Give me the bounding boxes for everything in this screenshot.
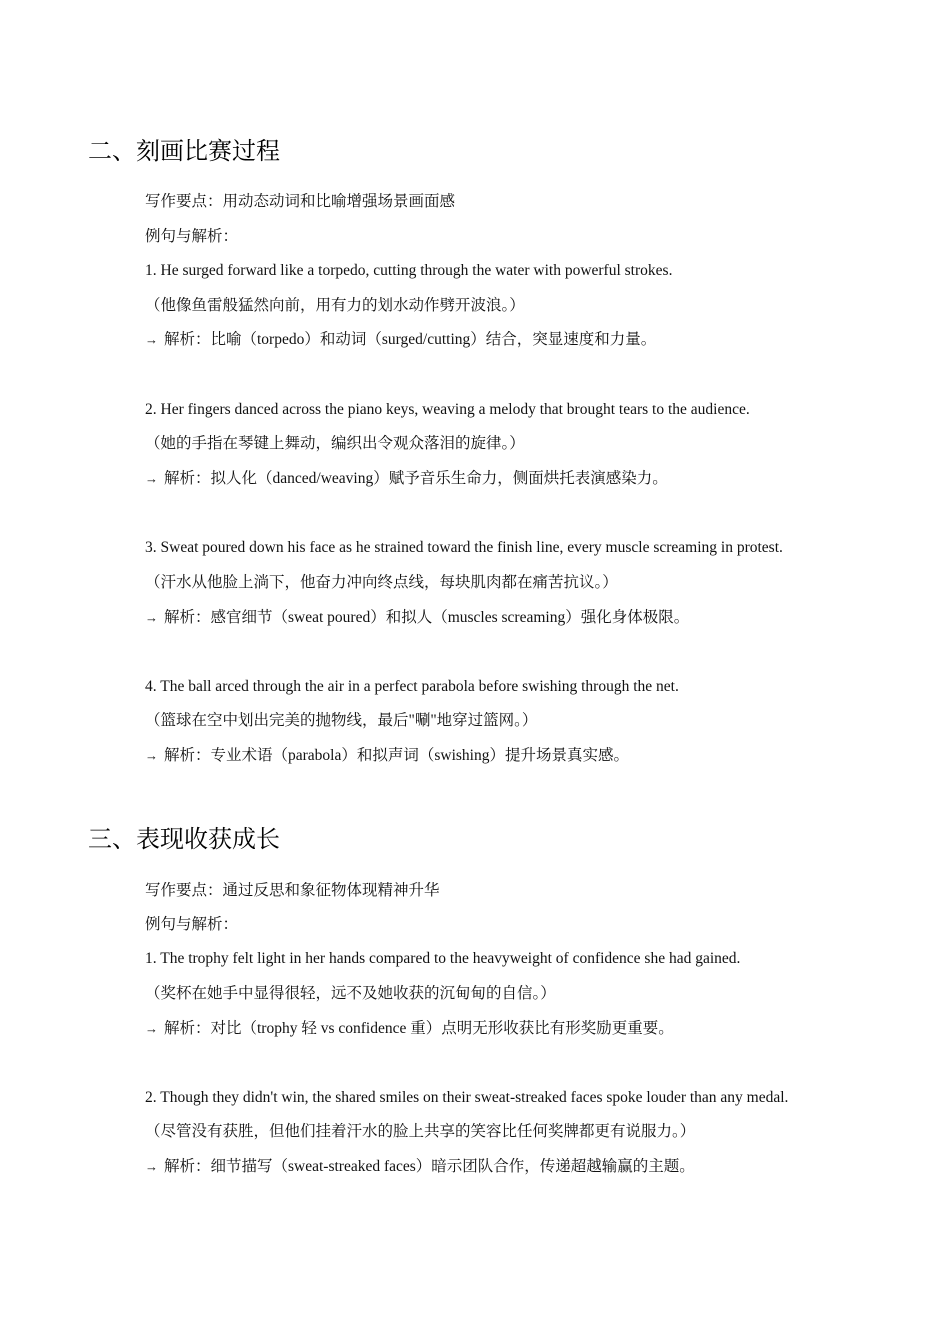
writing-tip: 写作要点：用动态动词和比喻增强场景画面感: [145, 193, 456, 210]
example-en: 4. The ball arced through the air in a perfect parabola before swishing through the net.: [145, 678, 679, 695]
analysis-text: 解析：感官细节（sweat poured）和拟人（muscles screaming）强化身体极限。: [164, 609, 690, 626]
arrow-icon: →: [145, 748, 158, 763]
example-en: 1. The trophy felt light in her hands compared to the heavyweight of confidence she had gained.: [145, 950, 741, 967]
example-analysis: [145, 1157, 695, 1177]
section-title-growth: 三、表现收获成长: [88, 825, 280, 853]
example-analysis: [145, 746, 629, 766]
example-analysis: [145, 608, 689, 628]
analysis-text: 解析：专业术语（parabola）和拟声词（swishing）提升场景真实感。: [164, 747, 629, 764]
arrow-icon: →: [145, 610, 158, 625]
writing-tip: 写作要点：通过反思和象征物体现精神升华: [145, 882, 440, 899]
analysis-text: 解析：对比（trophy 轻 vs confidence 重）点明无形收获比有形奖励更重要。: [164, 1020, 674, 1037]
analysis-text: 解析：比喻（torpedo）和动词（surged/cutting）结合，突显速度和力量。: [164, 331, 657, 348]
example-analysis: [145, 330, 656, 350]
example-zh: （奖杯在她手中显得很轻，远不及她收获的沉甸甸的自信。）: [145, 985, 556, 1002]
examples-label: 例句与解析：: [145, 916, 239, 933]
arrow-icon: →: [145, 471, 158, 486]
section-title-process: 二、刻画比赛过程: [88, 137, 280, 165]
example-en: 3. Sweat poured down his face as he strained toward the finish line, every muscle screaming in protest.: [145, 539, 783, 556]
example-en: 2. Her fingers danced across the piano keys, weaving a melody that brought tears to the audience.: [145, 401, 750, 418]
arrow-icon: →: [145, 332, 158, 347]
examples-label: 例句与解析：: [145, 228, 239, 245]
example-zh: （篮球在空中划出完美的抛物线，最后"唰"地穿过篮网。）: [145, 712, 538, 729]
example-zh: （她的手指在琴键上舞动，编织出令观众落泪的旋律。）: [145, 435, 525, 452]
example-en: 1. He surged forward like a torpedo, cutting through the water with powerful strokes.: [145, 262, 673, 279]
example-zh: （他像鱼雷般猛然向前，用有力的划水动作劈开波浪。）: [145, 297, 525, 314]
example-analysis: [145, 469, 668, 489]
analysis-text: 解析：拟人化（danced/weaving）赋予音乐生命力，侧面烘托表演感染力。: [164, 470, 668, 487]
analysis-text: 解析：细节描写（sweat-streaked faces）暗示团队合作，传递超越输赢的主题。: [164, 1158, 695, 1175]
example-analysis: [145, 1019, 674, 1039]
example-zh: （汗水从他脸上淌下，他奋力冲向终点线，每块肌肉都在痛苦抗议。）: [145, 574, 618, 591]
arrow-icon: →: [145, 1159, 158, 1174]
arrow-icon: →: [145, 1021, 158, 1036]
example-en: 2. Though they didn't win, the shared smiles on their sweat-streaked faces spoke louder than any medal.: [145, 1089, 789, 1106]
example-zh: （尽管没有获胜，但他们挂着汗水的脸上共享的笑容比任何奖牌都更有说服力。）: [145, 1123, 696, 1140]
